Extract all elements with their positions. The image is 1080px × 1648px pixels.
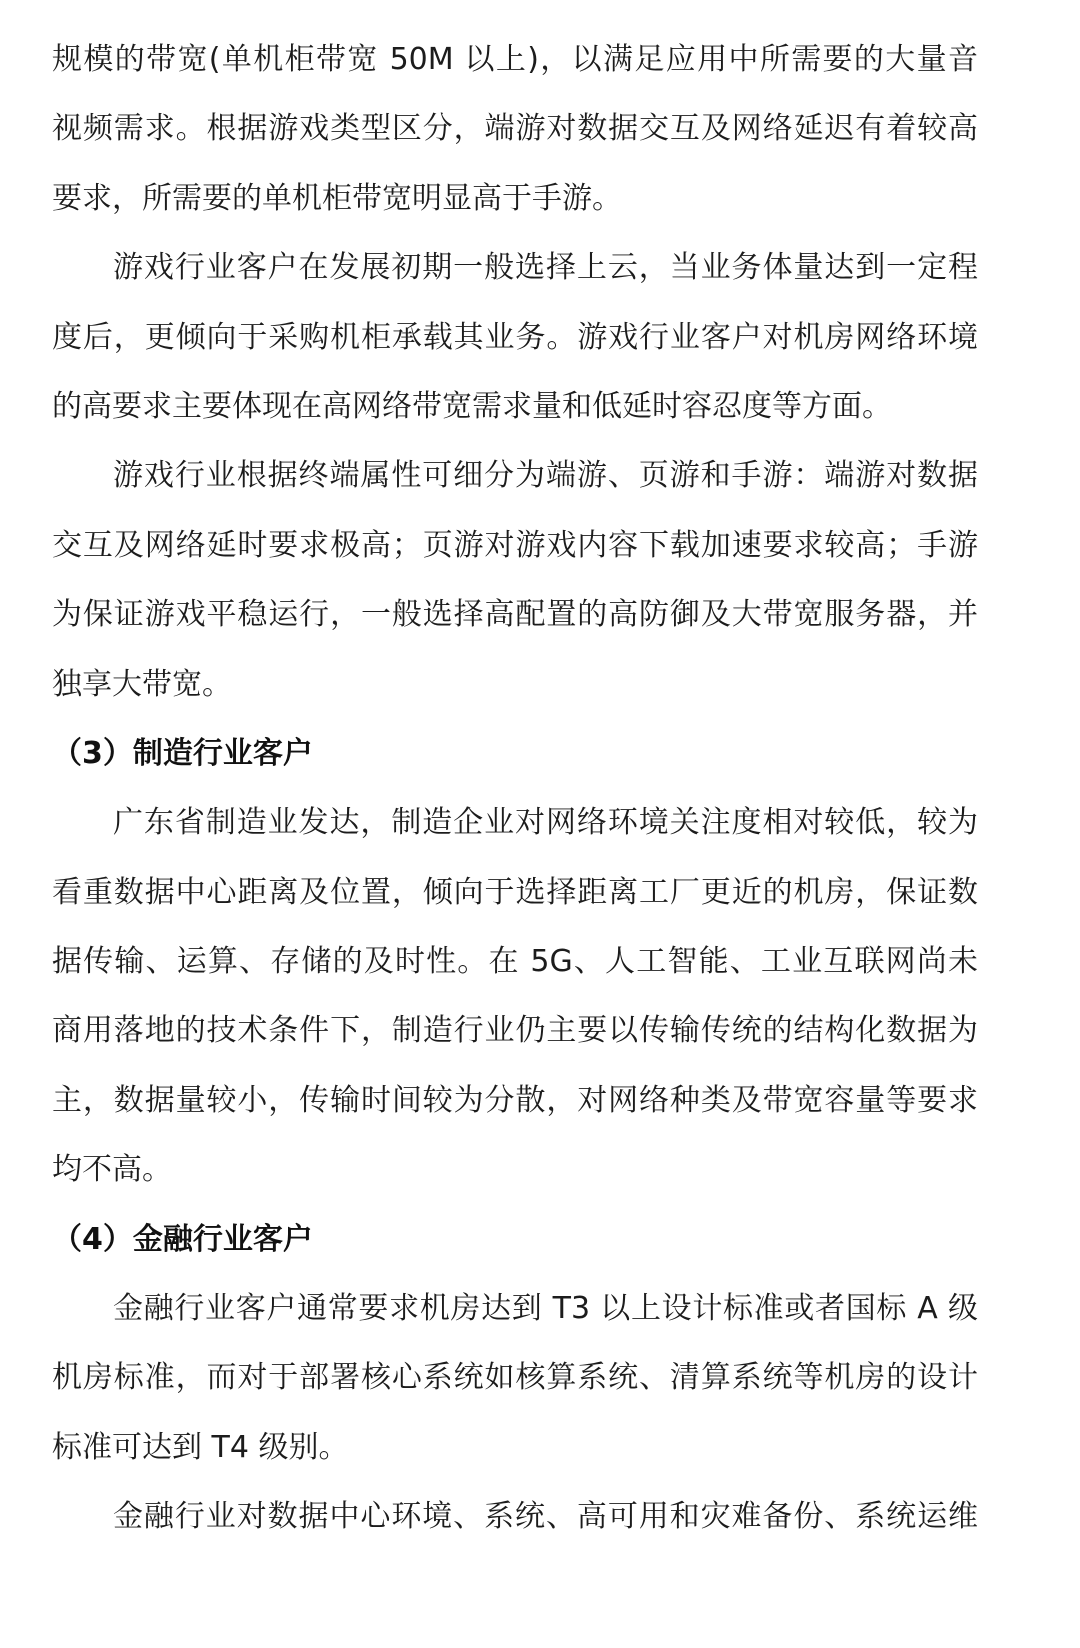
- text-line: 金融行业客户通常要求机房达到 T3 以上设计标准或者国标 A 级: [113, 1291, 978, 1327]
- paragraph-continued: [0, 25, 1080, 233]
- text-line: 机房标准，而对于部署核心系统如核算系统、清算系统等机房的设计: [52, 1360, 978, 1396]
- text-line: 据传输、运算、存储的及时性。在 5G、人工智能、工业互联网尚未: [52, 944, 978, 980]
- text-line: 为保证游戏平稳运行，一般选择高配置的高防御及大带宽服务器，并: [52, 597, 978, 633]
- paragraph: [0, 233, 1080, 441]
- text-line: 规模的带宽(单机柜带宽 50M 以上)，以满足应用中所需要的大量音: [52, 42, 978, 77]
- section-heading: [0, 719, 1080, 788]
- text-line: 的高要求主要体现在高网络带宽需求量和低延时容忍度等方面。: [52, 388, 892, 424]
- text-line: 商用落地的技术条件下，制造行业仍主要以传输传统的结构化数据为: [52, 1013, 978, 1049]
- text-line: 广东省制造业发达，制造企业对网络环境关注度相对较低，较为: [113, 805, 978, 841]
- paragraph: [0, 1274, 1080, 1482]
- text-line: 游戏行业根据终端属性可细分为端游、页游和手游：端游对数据: [113, 458, 978, 494]
- text-line: 视频需求。根据游戏类型区分，端游对数据交互及网络延迟有着较高: [52, 111, 978, 147]
- paragraph: [0, 1482, 1080, 1551]
- text-line: 看重数据中心距离及位置，倾向于选择距离工厂更近的机房，保证数: [52, 874, 978, 910]
- text-line: 主，数据量较小，传输时间较为分散，对网络种类及带宽容量等要求: [52, 1082, 978, 1118]
- text-line: 要求，所需要的单机柜带宽明显高于手游。: [52, 180, 622, 216]
- text-line: 度后，更倾向于采购机柜承载其业务。游戏行业客户对机房网络环境: [52, 319, 978, 355]
- paragraph: [0, 441, 1080, 719]
- text-line: 标准可达到 T4 级别。: [52, 1429, 349, 1465]
- text-line: 金融行业对数据中心环境、系统、高可用和灾难备份、系统运维: [113, 1499, 978, 1535]
- section-heading-text: （4）金融行业客户: [52, 1221, 313, 1257]
- paragraph: [0, 788, 1080, 1204]
- section-heading: [0, 1205, 1080, 1274]
- text-line: 交互及网络延时要求极高；页游对游戏内容下载加速要求较高；手游: [52, 527, 978, 563]
- text-line: 独享大带宽。: [52, 666, 232, 702]
- text-line: 游戏行业客户在发展初期一般选择上云，当业务体量达到一定程: [113, 250, 978, 286]
- text-line: 均不高。: [52, 1152, 172, 1188]
- section-heading-text: （3）制造行业客户: [52, 735, 313, 771]
